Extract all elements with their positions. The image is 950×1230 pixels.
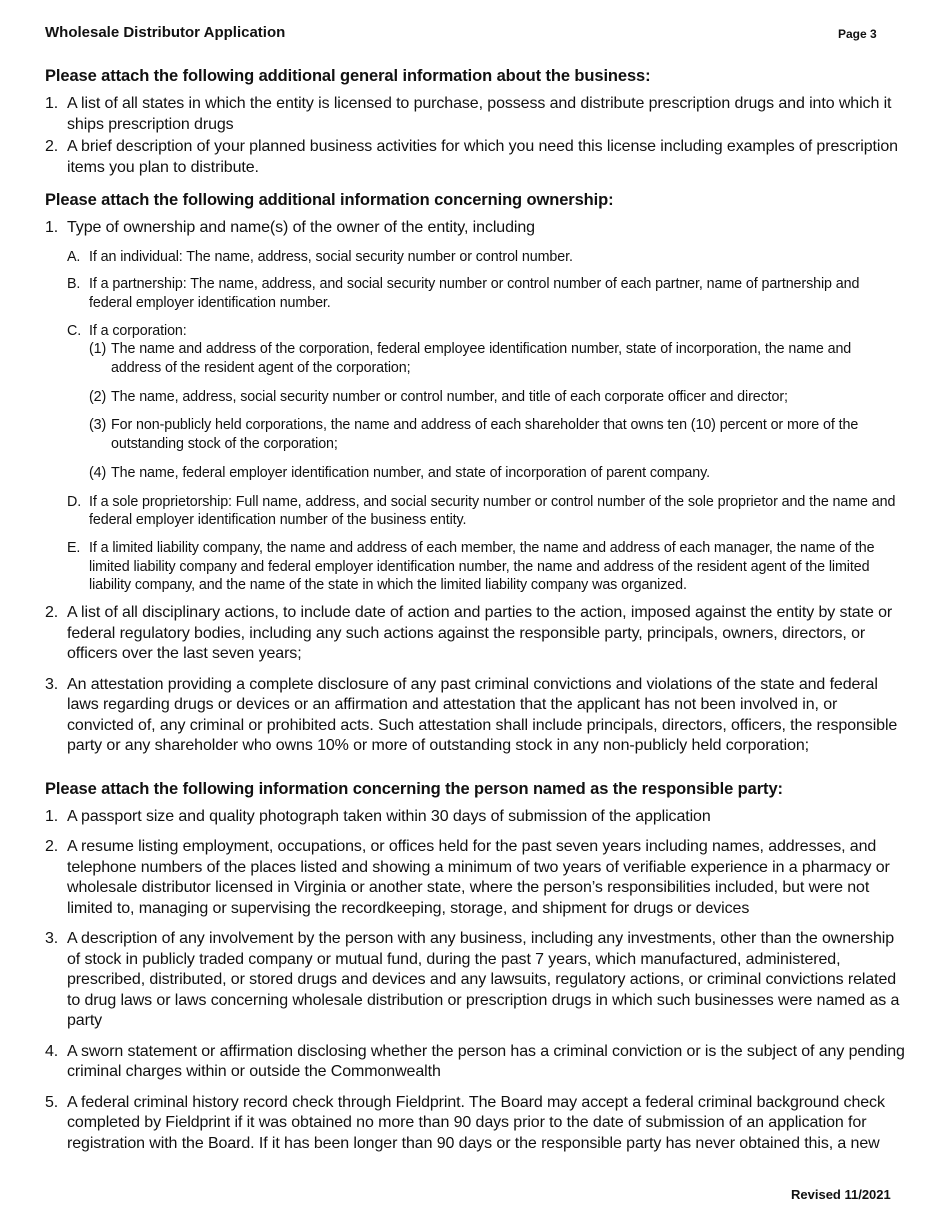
list-number: 4. [45, 1042, 59, 1060]
corporation-detail-number: (3) [89, 417, 107, 434]
ownership-list [45, 218, 905, 757]
corporation-detail [45, 340, 905, 377]
subitem-letter: A. [67, 248, 81, 265]
corporation-detail [45, 416, 905, 453]
subitem-letter: C. [67, 322, 82, 339]
list-text: A resume listing employment, occupations, or offices held for the past seven years including names, addresses, and telephone numbers of the places listed and showing a minimum of two years of verifiable experience in a pharmacy or wholesale distributor licensed in Virginia or another state, where the person’s responsibilities included, but were not limited to, managing or supervising the recordkeeping, storage, and shipment for drugs or devices [67, 838, 890, 917]
list-text: A passport size and quality photograph taken within 30 days of submission of the application [67, 807, 711, 825]
list-text: A list of all disciplinary actions, to include date of action and parties to the action, imposed against the entity by state or federal regulatory bodies, including any such actions against the responsible party, principals, owners, directors, or officers over the last seven years; [67, 604, 893, 663]
corporation-detail-number: (1) [89, 341, 107, 358]
list-item [45, 807, 905, 828]
subitem-text: If an individual: The name, address, social security number or control number. [89, 248, 573, 265]
list-item [45, 1093, 905, 1155]
list-number: 3. [45, 675, 59, 693]
list-number: 2. [45, 138, 59, 155]
ownership-subitem-partnership [45, 275, 905, 312]
list-text: A description of any involvement by the person with any business, including any investments, other than the ownership of stock in publicly traded company or mutual fund, during the past 7 years, which manufactured, administered, prescribed, distributed, or stored drugs and devices and any lawsuits, regulatory actions, or criminal convictions related to drug laws or laws concerning wholesale distribution or prescription drugs in which such businesses were named as a party [67, 930, 900, 1030]
corporation-detail-number: (2) [89, 388, 107, 405]
list-item [45, 1042, 905, 1083]
subitem-text: If a limited liability company, the name and address of each member, the name and address of each manager, the name of the limited liability company and federal employer identification number, the name and address of the resident agent of the limited liability company, and the name of the state in which the limited liability company was organized. [89, 539, 875, 594]
list-number: 2. [45, 838, 59, 856]
list-text: A federal criminal history record check through Fieldprint. The Board may accept a federal criminal background check completed by Fieldprint if it was obtained no more than 90 days prior to the date of submission of an application for registration with the Board. If it has been longer than 90 days or the responsible party has never obtained this, a new [67, 1093, 885, 1152]
corporation-detail-text: For non-publicly held corporations, the name and address of each shareholder that owns ten (10) percent or more of the outstanding stock of the corporation; [111, 417, 859, 453]
corporation-detail-text: The name and address of the corporation, federal employee identification number, state of incorporation, the name and address of the resident agent of the corporation; [111, 341, 852, 377]
list-text: A sworn statement or affirmation disclosing whether the person has a criminal conviction or is the subject of any pending criminal charges within or outside the Commonwealth [67, 1042, 905, 1081]
document-body [45, 66, 905, 1154]
document-title: Wholesale Distributor Application [45, 24, 286, 41]
list-item [45, 94, 905, 135]
list-number: 2. [45, 604, 59, 622]
list-number: 1. [45, 95, 59, 112]
list-text: Type of ownership and name(s) of the owner of the entity, including [67, 219, 535, 236]
ownership-subitem-sole-proprietorship [45, 493, 905, 530]
list-number: 1. [45, 807, 59, 825]
section-heading-ownership: Please attach the following additional information concerning ownership: [45, 191, 614, 209]
ownership-subitem-corporation [45, 322, 905, 341]
list-item [45, 137, 905, 178]
ownership-subitem-individual [45, 248, 905, 267]
corporation-detail-text: The name, federal employer identification number, and state of incorporation of parent company. [111, 464, 710, 481]
list-item [45, 837, 905, 919]
list-item [45, 675, 905, 757]
corporation-detail [45, 464, 905, 483]
subitem-text: If a sole proprietorship: Full name, address, and social security number or control number of the sole proprietor and the name and federal employer identification number of the business entity. [89, 493, 896, 529]
corporation-detail-text: The name, address, social security number or control number, and title of each corporate officer and director; [111, 388, 788, 405]
list-item [45, 218, 905, 239]
list-text: A brief description of your planned business activities for which you need this license including examples of prescription items you plan to distribute. [67, 138, 898, 176]
section-heading-responsible-party: Please attach the following information concerning the person named as the responsible party: [45, 779, 783, 798]
subitem-text: If a partnership: The name, address, and social security number or control number of each partner, name of partnership and federal employer identification number. [89, 276, 860, 311]
list-text: An attestation providing a complete disclosure of any past criminal convictions and violations of the state and federal laws regarding drugs or devices or an affirmation and attestation that the applicant has not been involved in, or convicted of, any criminal or prohibited acts. Such attestation shall include principals, directors, officers, the responsible party or any shareholder who owns 10% or more of outstanding stock in any non-publicly held corporation; [67, 675, 898, 755]
subitem-letter: D. [67, 493, 82, 510]
list-number: 5. [45, 1093, 59, 1111]
subitem-text: If a corporation: [89, 322, 187, 339]
revision-date: Revised 11/2021 [791, 1187, 891, 1202]
page-number: Page 3 [838, 27, 877, 41]
list-text: A list of all states in which the entity is licensed to purchase, possess and distribute prescription drugs and into which it ships prescription drugs [67, 95, 892, 133]
ownership-subitem-llc [45, 539, 905, 595]
subitem-letter: B. [67, 276, 81, 293]
business-info-list [45, 94, 905, 178]
list-item [45, 603, 905, 665]
corporation-detail [45, 388, 905, 407]
corporation-detail-number: (4) [89, 464, 107, 481]
subitem-letter: E. [67, 539, 81, 556]
list-number: 3. [45, 930, 59, 948]
list-number: 1. [45, 219, 59, 236]
list-item [45, 929, 905, 1032]
section-heading-business: Please attach the following additional general information about the business: [45, 67, 651, 85]
responsible-party-list [45, 807, 905, 1155]
